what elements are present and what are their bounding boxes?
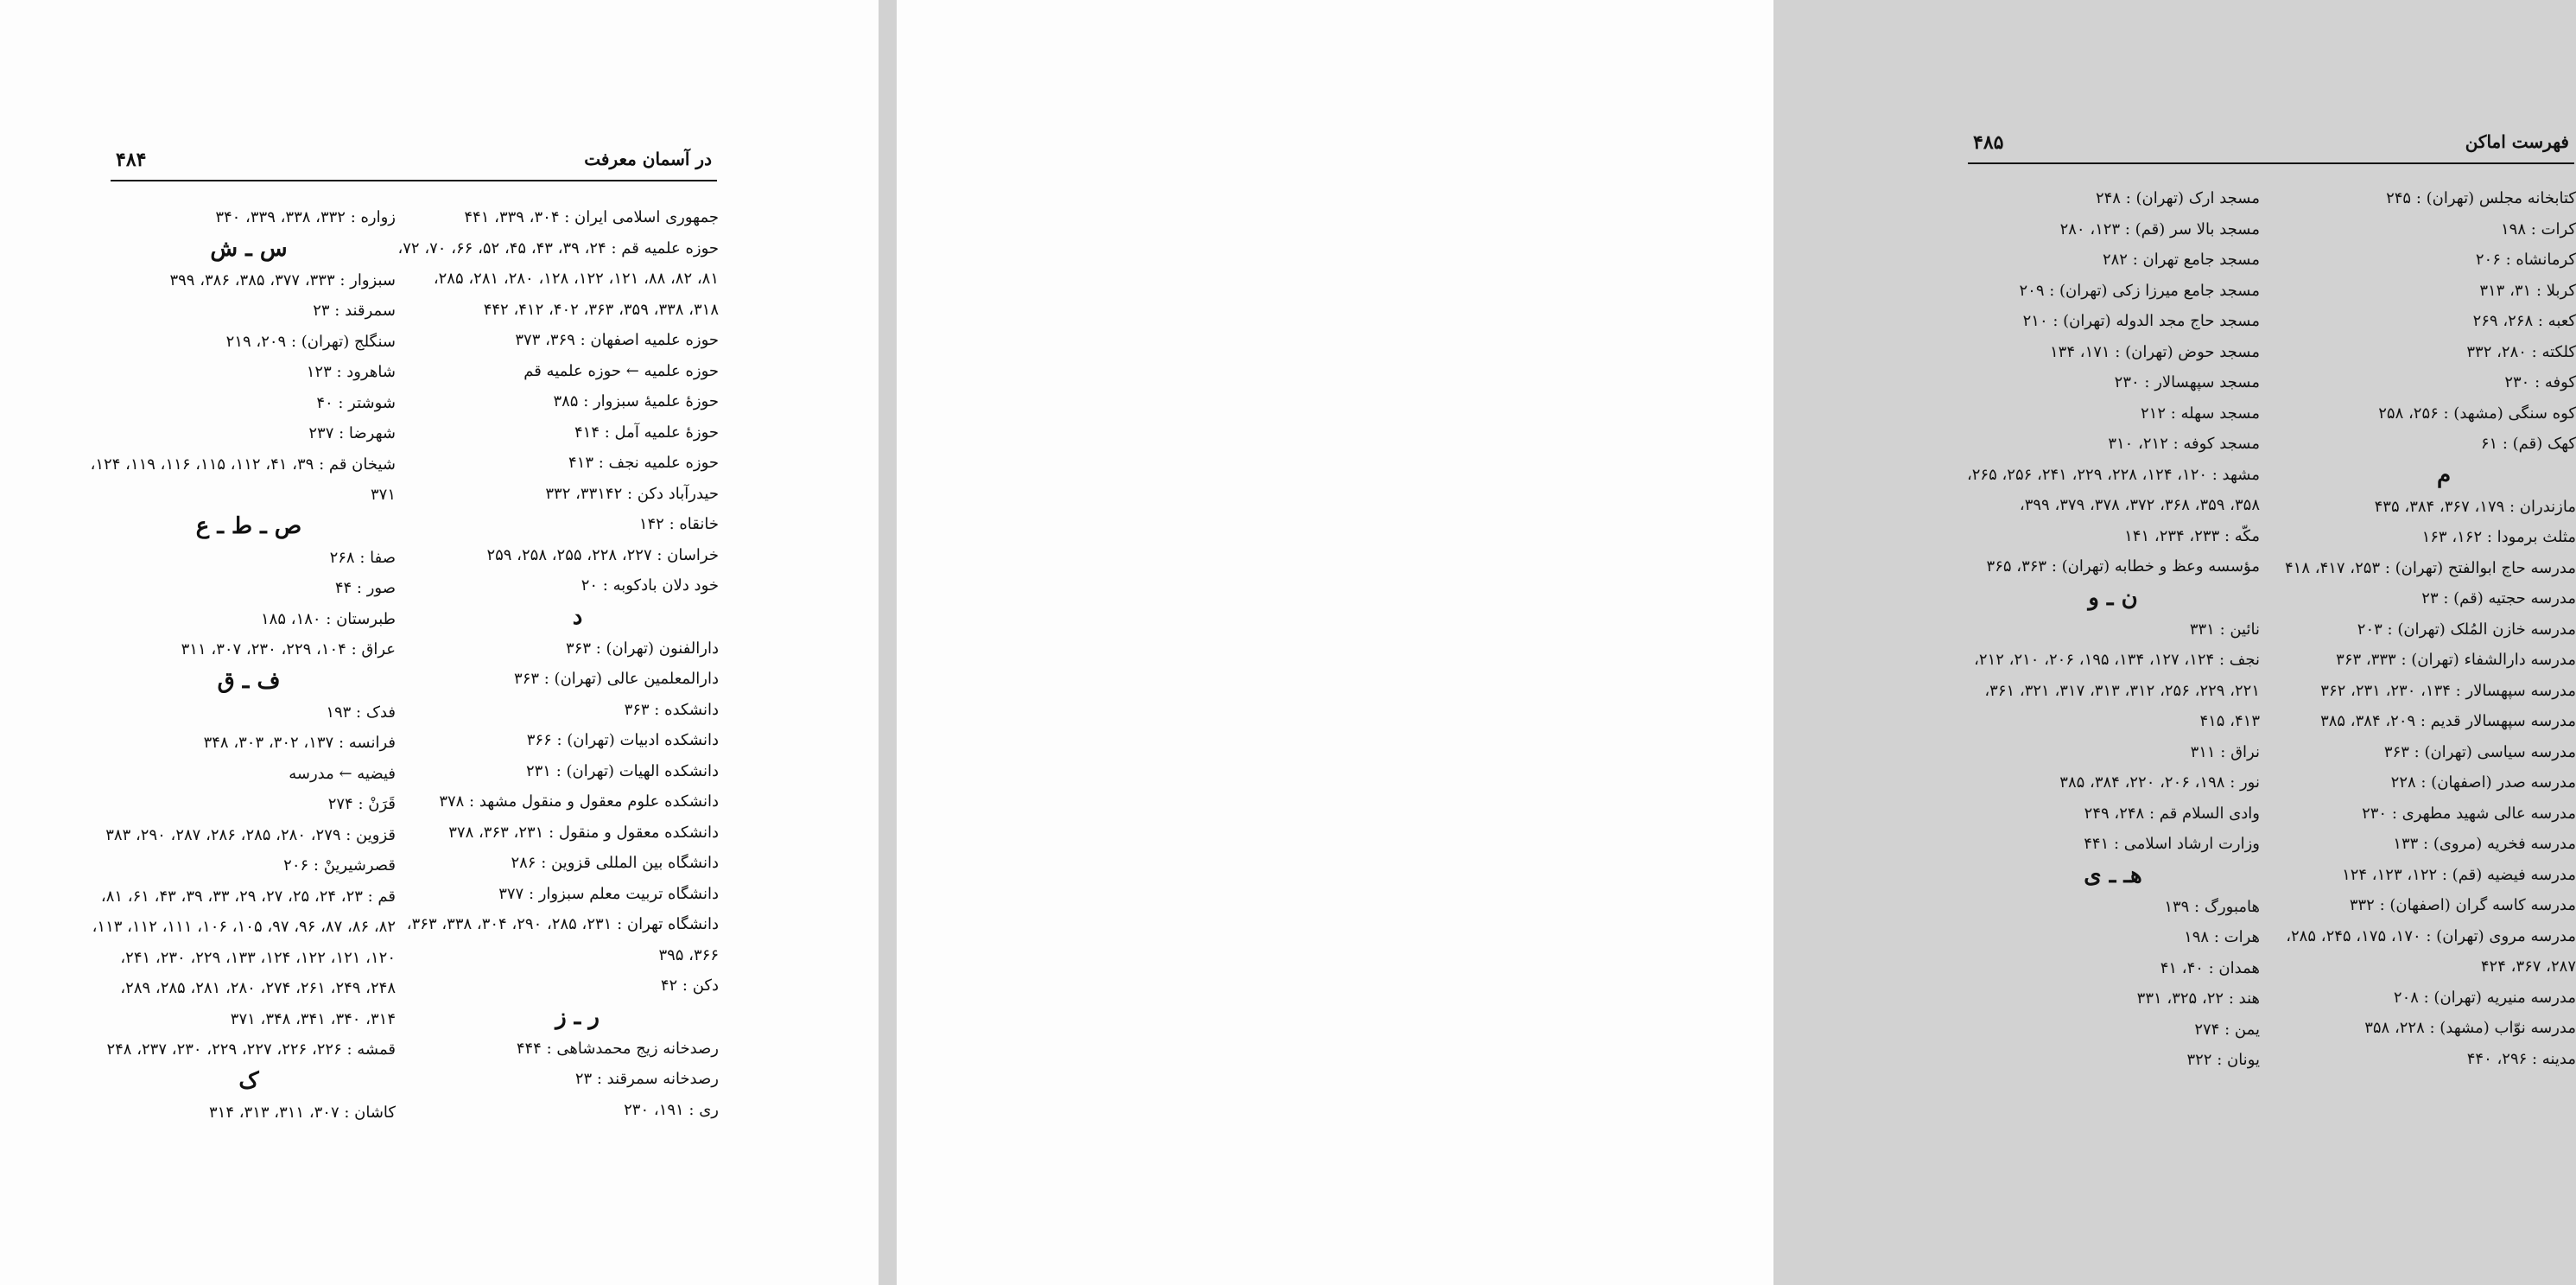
index-entry: مدرسه سپهسالار قدیم : ۲۰۹، ۳۸۴، ۳۸۵	[2320, 712, 2576, 730]
index-entry: مدرسه حاج ابوالفتح (تهران) : ۲۵۳، ۴۱۷، ۴۱۸	[2285, 558, 2576, 577]
index-entry: خود دلان بادکوبه : ۲۰	[581, 576, 719, 595]
index-entry: دانشگاه تربیت معلم سبزوار : ۳۷۷	[498, 884, 719, 903]
index-entry: ۳۱۴، ۳۴۰، ۳۴۱، ۳۴۸، ۳۷۱	[230, 1009, 396, 1028]
index-entry: شیخان قم : ۳۹، ۴۱، ۱۱۲، ۱۱۵، ۱۱۶، ۱۱۹، ۱۲۴،	[90, 455, 396, 474]
index-entry: حوزه علمیه قم : ۲۴، ۳۹، ۴۳، ۴۵، ۵۲، ۶۶، ۷۰، ۷۲،	[397, 239, 719, 258]
index-entry: مسجد کوفه : ۲۱۲، ۳۱۰	[2108, 435, 2260, 453]
index-entry: وادی السلام قم : ۲۴۸، ۲۴۹	[2084, 804, 2260, 823]
index-entry: مدرسه کاسه گران (اصفهان) : ۳۳۲	[2349, 896, 2576, 914]
index-entry: شاهرود : ۱۲۳	[306, 363, 396, 381]
index-entry: هامبورگ : ۱۳۹	[2164, 897, 2260, 916]
index-section-letter: د	[572, 603, 583, 630]
index-entry: مدرسه خازن المُلک (تهران) : ۲۰۳	[2357, 620, 2576, 639]
index-entry: مدرسه فخریه (مروی) : ۱۳۳	[2393, 835, 2576, 853]
index-entry: ۳۷۱	[370, 486, 396, 504]
index-entry: رصدخانه سمرقند : ۲۳	[574, 1070, 719, 1088]
right-page	[897, 0, 2576, 1285]
index-entry: قَرَنْ : ۲۷۴	[327, 795, 396, 813]
index-entry: مسجد بالا سر (قم) : ۱۲۳، ۲۸۰	[2059, 219, 2260, 239]
index-section-letter: ر ـ ز	[555, 1003, 600, 1030]
index-entry: مدرسه صدر (اصفهان) : ۲۲۸	[2390, 773, 2576, 792]
index-entry: یونان : ۳۲۲	[2186, 1051, 2260, 1069]
index-entry: نائین : ۳۳۱	[2189, 620, 2260, 639]
index-entry: مسجد ارک (تهران) : ۲۴۸	[2095, 189, 2260, 207]
index-section-letter: ف ـ ق	[217, 667, 281, 694]
index-entry: مدرسه حجتیه (قم) : ۲۳	[2421, 589, 2576, 608]
left-page	[0, 0, 879, 1285]
index-entry: دانشکده معقول و منقول : ۲۳۱، ۳۶۳، ۳۷۸	[448, 823, 719, 842]
index-section-letter: م	[2436, 461, 2452, 488]
index-entry: ۸۲، ۸۶، ۸۷، ۹۶، ۹۷، ۱۰۵، ۱۰۶، ۱۱۱، ۱۱۲، ۱۱۳،	[92, 918, 396, 936]
index-entry: مدرسه نوّاب (مشهد) : ۲۲۸، ۳۵۸	[2364, 1019, 2576, 1037]
index-entry: سبزوار : ۳۳۳، ۳۷۷، ۳۸۵، ۳۸۶، ۳۹۹	[169, 270, 396, 289]
right-page-column-right	[2285, 183, 2576, 1074]
index-entry: کوه سنگی (مشهد) : ۲۵۶، ۲۵۸	[2378, 404, 2576, 423]
index-entry: مسجد سهله : ۲۱۲	[2141, 404, 2260, 423]
index-entry: دانشکده علوم معقول و منقول مشهد : ۳۷۸	[439, 792, 719, 811]
index-entry: قم : ۲۳، ۲۴، ۲۵، ۲۷، ۲۹، ۳۳، ۳۹، ۴۳، ۶۱، ۸۱،	[100, 887, 396, 906]
index-entry: مدرسه فیضیه (قم) : ۱۲۲، ۱۲۳، ۱۲۴	[2342, 865, 2576, 884]
index-entry: کاشان : ۳۰۷، ۳۱۱، ۳۱۳، ۳۱۴	[208, 1103, 396, 1122]
index-entry: سمرقند : ۲۳	[313, 302, 396, 320]
index-entry: ۸۱، ۸۲، ۸۸، ۱۲۱، ۱۲۲، ۱۲۸، ۲۸۰، ۲۸۱، ۲۸۵،	[433, 270, 719, 288]
index-entry: ۴۱۳، ۴۱۵	[2199, 712, 2260, 730]
index-entry: سنگلج (تهران) : ۲۰۹، ۲۱۹	[225, 332, 396, 351]
index-entry: حوزه علمیه ← حوزه علمیه قم	[523, 361, 719, 380]
index-entry: مازندران : ۱۷۹، ۳۶۷، ۳۸۴، ۴۳۵	[2374, 497, 2576, 516]
index-entry: فرانسه : ۱۳۷، ۳۰۲، ۳۰۳، ۳۴۸	[203, 734, 396, 752]
index-entry: ری : ۱۹۱، ۲۳۰	[624, 1100, 719, 1119]
index-entry: دارالفنون (تهران) : ۳۶۳	[566, 639, 719, 658]
index-entry: دانشگاه تهران : ۲۳۱، ۲۸۵، ۲۹۰، ۳۰۴، ۳۳۸، ۳۶۳،	[406, 915, 719, 933]
right-page-column-left	[1966, 183, 2260, 1076]
index-entry: زواره : ۳۳۲، ۳۳۸، ۳۳۹، ۳۴۰	[215, 208, 396, 226]
index-entry: نجف : ۱۲۴، ۱۲۷، ۱۳۴، ۱۹۵، ۲۰۶، ۲۱۰، ۲۱۲،	[1974, 651, 2260, 669]
index-entry: قصرشیرینْ : ۲۰۶	[283, 856, 396, 875]
index-entry: طبرستان : ۱۸۰، ۱۸۵	[261, 609, 396, 628]
index-entry: کرات : ۱۹۸	[2501, 219, 2576, 239]
index-entry: ۲۲۱، ۲۲۹، ۲۵۶، ۳۱۲، ۳۱۳، ۳۱۷، ۳۲۱، ۳۶۱،	[1984, 681, 2260, 700]
index-entry: مدرسه عالی شهید مطهری : ۲۳۰	[2362, 804, 2576, 823]
index-entry: ۳۱۸، ۳۳۸، ۳۵۹، ۳۶۳، ۴۰۲، ۴۱۲، ۴۴۲	[483, 300, 719, 319]
right-page-title: فهرست اماکن	[2465, 131, 2569, 152]
index-entry: هرات : ۱۹۸	[2184, 928, 2260, 946]
index-section-letter: ن ـ و	[2088, 584, 2138, 611]
index-entry: کربلا : ۳۱، ۳۱۳	[2479, 281, 2576, 300]
index-entry: یمن : ۲۷۴	[2194, 1020, 2260, 1039]
index-entry: نور : ۱۹۸، ۲۰۶، ۲۲۰، ۳۸۴، ۳۸۵	[2059, 773, 2260, 792]
index-entry: مسجد حاج مجد الدوله (تهران) : ۲۱۰	[2022, 312, 2260, 330]
index-section-letter: س ـ ش	[210, 235, 288, 262]
index-entry: دانشگاه بین المللی قزوین : ۲۸۶	[511, 854, 719, 872]
index-entry: ۲۸۷، ۳۶۷، ۴۲۴	[2480, 957, 2576, 976]
index-entry: کرمانشاه : ۲۰۶	[2475, 251, 2576, 269]
index-entry: حوزه علمیه اصفهان : ۳۶۹، ۳۷۳	[515, 331, 719, 349]
index-entry: دانشکده : ۳۶۳	[624, 700, 719, 719]
index-entry: کعبه : ۲۶۸، ۲۶۹	[2472, 312, 2576, 330]
index-entry: هند : ۲۲، ۳۲۵، ۳۳۱	[2136, 989, 2260, 1008]
left-page-title: در آسمان معرفت	[584, 149, 712, 169]
index-entry: دانشکده ادبیات (تهران) : ۳۶۶	[526, 731, 719, 749]
right-page-header	[1968, 128, 2574, 164]
right-page-number: ۴۸۵	[1973, 131, 2004, 154]
index-entry: مدرسه سپهسالار : ۱۳۴، ۲۳۰، ۲۳۱، ۳۶۲	[2320, 681, 2576, 700]
index-entry: کلکته : ۲۸۰، ۳۳۲	[2466, 342, 2576, 361]
index-entry: همدان : ۴۰، ۴۱	[2160, 958, 2260, 977]
index-entry: نراق : ۳۱۱	[2190, 742, 2260, 761]
index-entry: ۳۵۸، ۳۵۹، ۳۶۸، ۳۷۲، ۳۷۸، ۳۷۹، ۳۹۹،	[2019, 496, 2260, 514]
index-entry: مدرسه منیریه (تهران) : ۲۰۸	[2393, 988, 2576, 1007]
index-entry: وزارت ارشاد اسلامی : ۴۴۱	[2084, 835, 2260, 853]
index-entry: کهک (قم) : ۶۱	[2480, 435, 2576, 453]
left-page-header	[111, 145, 717, 181]
index-entry: حوزه علمیه نجف : ۴۱۳	[568, 454, 719, 472]
left-page-column-right	[397, 202, 719, 1125]
index-entry: ۳۶۶، ۳۹۵	[658, 945, 719, 964]
index-entry: دانشکده الهیات (تهران) : ۲۳۱	[525, 761, 719, 780]
index-entry: مسجد سپهسالار : ۲۳۰	[2114, 373, 2260, 391]
index-entry: حوزهٔ علمیه آمل : ۴۱۴	[574, 423, 719, 442]
index-entry: مسجد جامع تهران : ۲۸۲	[2102, 251, 2260, 269]
index-entry: رصدخانه زیج محمدشاهی : ۴۴۴	[516, 1039, 719, 1058]
index-entry: دکن : ۴۲	[660, 976, 719, 995]
left-page-number: ۴۸۴	[116, 149, 147, 171]
index-entry: مشهد : ۱۲۰، ۱۲۴، ۲۲۸، ۲۲۹، ۲۴۱، ۲۵۶، ۲۶۵،	[1966, 465, 2260, 484]
index-entry: ۲۴۸، ۲۴۹، ۲۶۱، ۲۷۴، ۲۸۰، ۲۸۱، ۲۸۵، ۲۸۹،	[120, 979, 396, 997]
index-entry: کوفه : ۲۳۰	[2504, 373, 2576, 391]
index-entry: قزوین : ۲۷۹، ۲۸۰، ۲۸۵، ۲۸۶، ۲۸۷، ۲۹۰، ۳۸۳	[105, 825, 396, 844]
index-entry: فدک : ۱۹۳	[326, 703, 396, 722]
index-entry: مسجد حوض (تهران) : ۱۷۱، ۱۳۴	[2050, 342, 2260, 361]
index-entry: مدرسه دارالشفاء (تهران) : ۳۳۳، ۳۶۳	[2336, 651, 2576, 669]
index-entry: شهرضا : ۲۳۷	[308, 424, 396, 442]
index-entry: مؤسسه وعظ و خطابه (تهران) : ۳۶۳، ۳۶۵	[1986, 557, 2260, 576]
index-entry: خانقاه : ۱۴۲	[638, 515, 719, 533]
index-entry: کتابخانه مجلس (تهران) : ۲۴۵	[2386, 189, 2576, 207]
left-page-column-left	[90, 202, 396, 1128]
index-entry: مثلث برمودا : ۱۶۲، ۱۶۳	[2421, 528, 2576, 546]
index-entry: جمهوری اسلامی ایران : ۳۰۴، ۳۳۹، ۴۴۱	[464, 208, 719, 226]
index-section-letter: ک	[238, 1067, 259, 1094]
index-section-letter: هـ ـ ی	[2084, 862, 2142, 888]
index-entry: شوشتر : ۴۰	[316, 393, 396, 412]
index-entry: مکّه : ۲۳۳، ۲۳۴، ۱۴۱	[2124, 526, 2260, 545]
index-entry: مدرسه سیاسی (تهران) : ۳۶۳	[2383, 742, 2576, 761]
index-entry: دارالمعلمین عالی (تهران) : ۳۶۳	[514, 670, 719, 688]
index-entry: قمشه : ۲۲۶، ۲۲۶، ۲۲۷، ۲۲۹، ۲۳۰، ۲۳۷، ۲۴۸	[106, 1040, 396, 1059]
index-section-letter: ص ـ ط ـ ع	[195, 512, 302, 539]
index-entry: صفا : ۲۶۸	[329, 548, 396, 567]
index-entry: عراق : ۱۰۴، ۲۲۹، ۲۳۰، ۳۰۷، ۳۱۱	[181, 640, 396, 658]
index-entry: مسجد جامع میرزا زکی (تهران) : ۲۰۹	[2019, 281, 2260, 300]
index-entry: حوزهٔ علمیهٔ سبزوار : ۳۸۵	[553, 392, 719, 410]
index-entry: مدینه : ۲۹۶، ۴۴۰	[2466, 1049, 2576, 1068]
index-entry: خراسان : ۲۲۷، ۲۲۸، ۲۵۵، ۲۵۸، ۲۵۹	[486, 545, 719, 564]
index-entry: ۱۲۰، ۱۲۱، ۱۲۲، ۱۲۴، ۱۳۳، ۲۲۹، ۲۳۰، ۲۴۱،	[120, 948, 396, 967]
index-entry: مدرسه مروی (تهران) : ۱۷۰، ۱۷۵، ۲۴۵، ۲۸۵،	[2286, 926, 2576, 945]
index-entry: فیضیه ← مدرسه	[289, 764, 396, 783]
index-entry: صور : ۴۴	[334, 579, 396, 597]
index-entry: حیدرآباد دکن : ۳۳۱۴۲، ۳۳۲	[545, 484, 719, 503]
